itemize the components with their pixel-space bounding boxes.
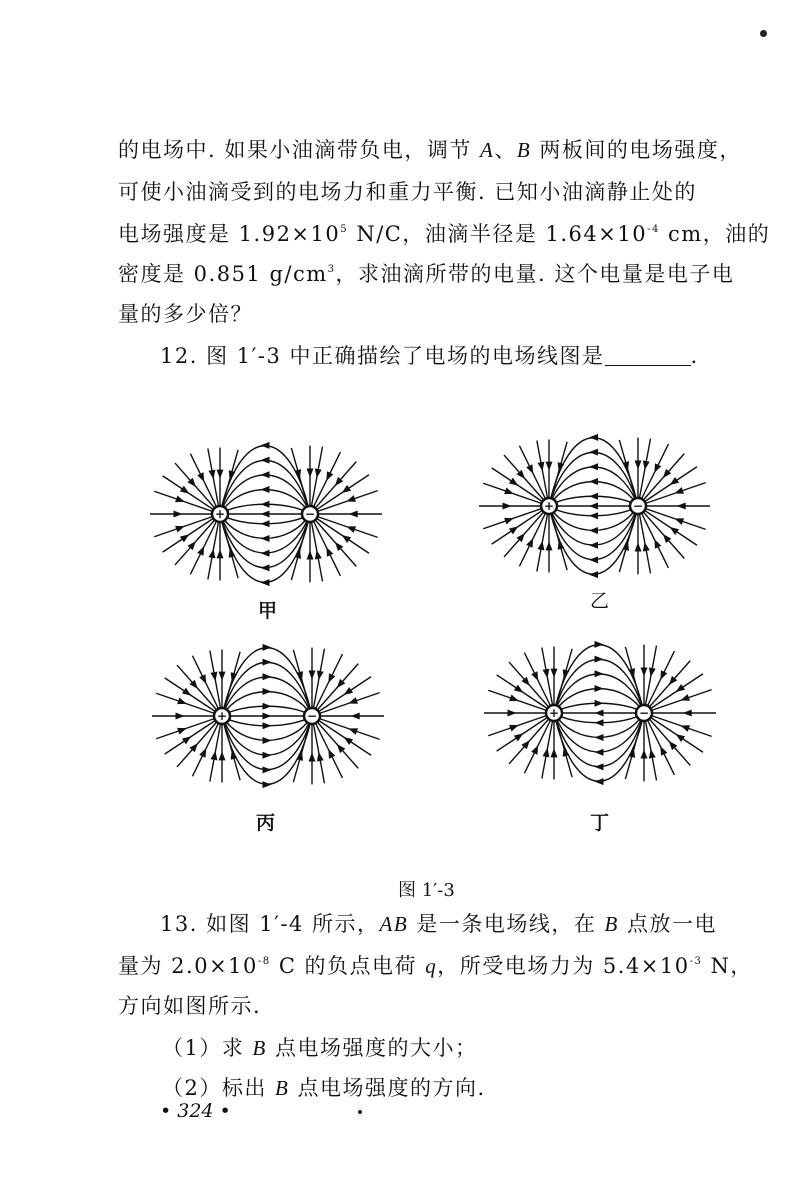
- text: 、: [494, 138, 517, 162]
- arrowhead-icon: [261, 457, 270, 464]
- arrowhead-icon: [676, 684, 685, 692]
- arrowhead-icon: [180, 534, 189, 542]
- arrowhead-icon: [177, 728, 187, 735]
- arrowhead-icon: [542, 748, 549, 757]
- var-AB: AB: [379, 912, 409, 936]
- arrowhead-icon: [670, 477, 679, 485]
- text: 的电场中. 如果小油滴带负电，调节: [118, 138, 481, 162]
- arrowhead-icon: [537, 541, 544, 550]
- text: C 的负点电荷: [270, 954, 426, 978]
- q13-sub-1: [162, 1032, 478, 1062]
- arrowhead-icon: [595, 670, 604, 677]
- arrowhead-icon: [589, 493, 598, 500]
- arrowhead-icon: [654, 539, 661, 549]
- arrowhead-icon: [649, 749, 656, 758]
- exponent: 5: [340, 224, 349, 235]
- svg-text:−: −: [304, 507, 316, 521]
- arrowhead-icon: [670, 527, 679, 535]
- arrowhead-icon: [263, 644, 272, 651]
- arrowhead-icon: [182, 688, 191, 696]
- arrowhead-icon: [509, 478, 518, 486]
- arrowhead-icon: [504, 488, 514, 495]
- arrowhead-icon: [261, 579, 270, 586]
- arrowhead-icon: [217, 470, 224, 479]
- arrowhead-icon: [595, 700, 604, 707]
- svg-text:−: −: [306, 709, 318, 723]
- arrowhead-icon: [674, 487, 684, 494]
- arrowhead-icon: [509, 526, 518, 534]
- var-B: B: [275, 1076, 290, 1100]
- exponent: 3: [327, 264, 336, 275]
- arrowhead-icon: [589, 463, 598, 470]
- var-A: A: [480, 138, 495, 162]
- text: 点放一电: [618, 912, 718, 936]
- arrowhead-icon: [595, 685, 604, 692]
- arrowhead-icon: [595, 641, 604, 648]
- arrowhead-icon: [542, 669, 549, 678]
- figure-caption: 图 1′-3: [398, 880, 455, 901]
- arrowhead-icon: [546, 541, 553, 550]
- arrowhead-icon: [635, 460, 642, 469]
- arrowhead-icon: [348, 697, 358, 704]
- arrowhead-icon: [263, 688, 272, 695]
- arrowhead-icon: [197, 546, 204, 556]
- arrowhead-icon: [660, 746, 667, 756]
- arrowhead-icon: [342, 485, 351, 493]
- arrowhead-icon: [219, 672, 226, 681]
- arrowhead-icon: [683, 710, 692, 717]
- q11-line-1: [118, 134, 742, 164]
- arrowhead-icon: [307, 551, 314, 560]
- arrowhead-icon: [307, 468, 314, 477]
- arrowhead-icon: [660, 670, 667, 680]
- scan-speck: [358, 1110, 362, 1114]
- arrowhead-icon: [317, 671, 324, 680]
- arrowhead-icon: [514, 685, 523, 693]
- arrowhead-icon: [344, 737, 353, 745]
- text: cm，油的: [659, 222, 771, 246]
- text: N/C，油滴半径是 1.64×10: [348, 222, 648, 246]
- text: 电场强度是 1.92×10: [118, 222, 341, 246]
- arrowhead-icon: [346, 495, 356, 502]
- text: .: [690, 344, 699, 368]
- field-diagram-yi: [476, 430, 740, 590]
- scan-speck: [760, 30, 767, 37]
- panel-label-bing: 丙: [256, 812, 276, 834]
- arrowhead-icon: [210, 672, 217, 681]
- arrowhead-icon: [263, 659, 272, 666]
- arrowhead-icon: [208, 470, 215, 479]
- arrowhead-icon: [509, 725, 519, 732]
- arrowhead-icon: [349, 511, 358, 518]
- arrowhead-icon: [263, 673, 272, 680]
- q13-sub-2: [162, 1072, 486, 1102]
- arrowhead-icon: [676, 734, 685, 742]
- arrowhead-icon: [589, 571, 598, 578]
- text: 两板间的电场强度，: [531, 138, 742, 162]
- arrowhead-icon: [219, 751, 226, 760]
- text: 是一条电场线，在: [408, 912, 605, 936]
- q13-line-3: 方向如图所示.: [118, 994, 262, 1018]
- arrowhead-icon: [263, 752, 272, 759]
- q11-line-4: [118, 258, 734, 288]
- arrowhead-icon: [174, 511, 183, 518]
- svg-text:+: +: [543, 499, 555, 513]
- arrowhead-icon: [526, 538, 533, 548]
- arrowhead-icon: [263, 703, 272, 710]
- svg-text:+: +: [216, 709, 228, 723]
- arrowhead-icon: [595, 749, 604, 756]
- arrowhead-icon: [526, 464, 533, 474]
- text: 密度是 0.851 g/cm: [118, 262, 328, 286]
- arrowhead-icon: [509, 695, 519, 702]
- arrowhead-icon: [261, 442, 270, 449]
- arrowhead-icon: [503, 503, 512, 510]
- text: 点电场强度的方向.: [289, 1076, 486, 1100]
- arrowhead-icon: [261, 486, 270, 493]
- arrowhead-icon: [537, 462, 544, 471]
- arrowhead-icon: [589, 449, 598, 456]
- arrowhead-icon: [677, 503, 686, 510]
- text: 量为 2.0×10: [118, 954, 258, 978]
- arrowhead-icon: [210, 751, 217, 760]
- arrowhead-icon: [317, 752, 324, 761]
- field-diagram-ding: [476, 640, 740, 800]
- arrowhead-icon: [589, 434, 598, 441]
- arrowhead-icon: [261, 471, 270, 478]
- panel-label-yi: 乙: [590, 590, 610, 612]
- arrowhead-icon: [328, 673, 335, 683]
- arrowhead-icon: [315, 469, 322, 478]
- arrowhead-icon: [641, 667, 648, 676]
- q13-line-1: [160, 908, 717, 938]
- arrowhead-icon: [589, 556, 598, 563]
- var-B: B: [252, 1036, 267, 1060]
- arrowhead-icon: [309, 753, 316, 762]
- answer-blank[interactable]: [605, 347, 691, 366]
- arrowhead-icon: [551, 748, 558, 757]
- arrowhead-icon: [346, 526, 356, 533]
- panel-label-ding: 丁: [590, 812, 610, 834]
- arrowhead-icon: [177, 698, 187, 705]
- arrowhead-icon: [175, 496, 185, 503]
- arrowhead-icon: [263, 713, 272, 720]
- arrowhead-icon: [261, 501, 270, 508]
- arrowhead-icon: [595, 763, 604, 770]
- arrowhead-icon: [589, 527, 598, 534]
- arrowhead-icon: [589, 542, 598, 549]
- arrowhead-icon: [680, 694, 690, 701]
- arrowhead-icon: [176, 713, 185, 720]
- arrowhead-icon: [635, 543, 642, 552]
- text: N，: [702, 954, 753, 978]
- arrowhead-icon: [643, 542, 650, 551]
- arrowhead-icon: [641, 750, 648, 759]
- arrowhead-icon: [508, 710, 517, 717]
- arrowhead-icon: [199, 674, 206, 684]
- question-text: 12. 图 1′-3 中正确描绘了电场的电场线图是: [160, 344, 605, 368]
- arrowhead-icon: [315, 550, 322, 559]
- arrowhead-icon: [261, 550, 270, 557]
- svg-text:+: +: [548, 706, 560, 720]
- arrowhead-icon: [680, 725, 690, 732]
- arrowhead-icon: [261, 564, 270, 571]
- arrowhead-icon: [514, 733, 523, 741]
- svg-text:−: −: [632, 499, 644, 513]
- arrowhead-icon: [263, 781, 272, 788]
- arrowhead-icon: [197, 472, 204, 482]
- text: 点电场强度的大小；: [266, 1036, 478, 1060]
- arrowhead-icon: [342, 535, 351, 543]
- arrowhead-icon: [180, 486, 189, 494]
- arrowhead-icon: [217, 549, 224, 558]
- arrowhead-icon: [674, 518, 684, 525]
- var-B: B: [604, 912, 619, 936]
- arrowhead-icon: [531, 745, 538, 755]
- text: （1）求: [162, 1036, 253, 1060]
- page-number: • 324 •: [160, 1100, 231, 1122]
- arrowhead-icon: [348, 728, 358, 735]
- arrowhead-icon: [261, 520, 270, 527]
- arrowhead-icon: [654, 463, 661, 473]
- exponent: -3: [689, 956, 703, 967]
- arrowhead-icon: [182, 736, 191, 744]
- question-12: [160, 340, 699, 370]
- arrowhead-icon: [595, 778, 604, 785]
- text: 13. 如图 1′-4 所示，: [160, 912, 380, 936]
- arrowhead-icon: [263, 766, 272, 773]
- arrowhead-icon: [326, 471, 333, 481]
- q11-line-3: [118, 218, 770, 248]
- q11-line-2: 可使小油滴受到的电场力和重力平衡. 已知小油滴静止处的: [118, 180, 697, 204]
- arrowhead-icon: [551, 669, 558, 678]
- field-diagram-bing: [140, 640, 400, 800]
- arrowhead-icon: [326, 547, 333, 557]
- arrowhead-icon: [344, 687, 353, 695]
- arrowhead-icon: [208, 549, 215, 558]
- text: ，求油滴所带的电量. 这个电量是电子电: [335, 262, 735, 286]
- arrowhead-icon: [589, 478, 598, 485]
- arrowhead-icon: [328, 749, 335, 759]
- var-q: q: [425, 954, 438, 978]
- arrowhead-icon: [595, 710, 604, 717]
- arrowhead-icon: [261, 535, 270, 542]
- arrowhead-icon: [595, 734, 604, 741]
- arrowhead-icon: [595, 719, 604, 726]
- arrowhead-icon: [351, 713, 360, 720]
- panel-label-jia: 甲: [258, 600, 278, 622]
- arrowhead-icon: [504, 518, 514, 525]
- svg-text:−: −: [638, 706, 650, 720]
- arrowhead-icon: [531, 671, 538, 681]
- arrowhead-icon: [263, 722, 272, 729]
- arrowhead-icon: [643, 461, 650, 470]
- svg-text:+: +: [214, 507, 226, 521]
- field-diagram-jia: [140, 430, 400, 590]
- arrowhead-icon: [546, 462, 553, 471]
- arrowhead-icon: [589, 503, 598, 510]
- var-B: B: [516, 138, 532, 162]
- arrowhead-icon: [261, 511, 270, 518]
- arrowhead-icon: [589, 512, 598, 519]
- arrowhead-icon: [309, 670, 316, 679]
- arrowhead-icon: [263, 737, 272, 744]
- arrowhead-icon: [595, 656, 604, 663]
- exponent: -4: [647, 224, 660, 235]
- arrowhead-icon: [199, 748, 206, 758]
- q11-line-5: 量的多少倍？: [118, 302, 253, 326]
- text: ，所受电场力为 5.4×10: [437, 954, 690, 978]
- text: （2）标出: [162, 1076, 276, 1100]
- arrowhead-icon: [175, 526, 185, 533]
- exponent: -8: [257, 956, 271, 967]
- q13-line-2: [118, 950, 753, 980]
- arrowhead-icon: [649, 668, 656, 677]
